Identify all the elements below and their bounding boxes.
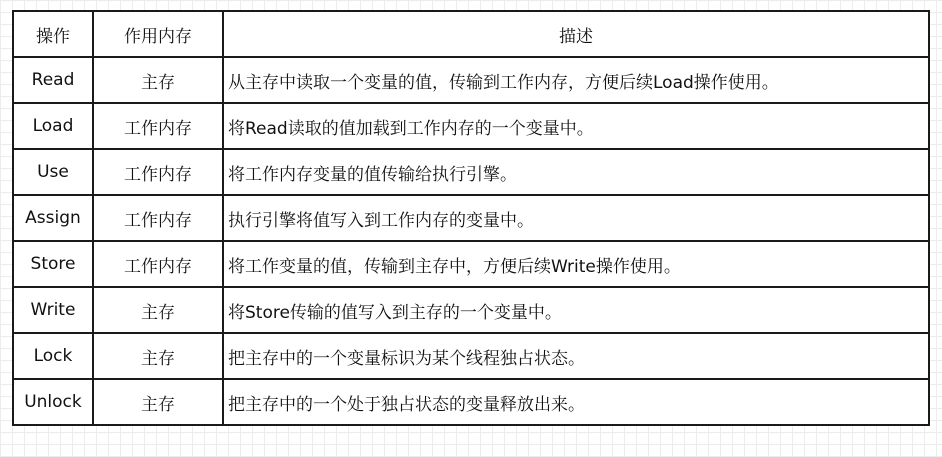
table-row bbox=[13, 57, 929, 103]
operation-cell: Write bbox=[13, 287, 93, 333]
table-row bbox=[13, 241, 929, 287]
description-cell: 把主存中的一个处于独占状态的变量释放出来。 bbox=[223, 379, 929, 425]
table-row bbox=[13, 287, 929, 333]
memory-cell: 主存 bbox=[93, 287, 223, 333]
operation-cell: Load bbox=[13, 103, 93, 149]
header-memory: 作用内存 bbox=[93, 11, 223, 57]
description-cell: 将Store传输的值写入到主存的一个变量中。 bbox=[223, 287, 929, 333]
operation-cell: Read bbox=[13, 57, 93, 103]
description-cell: 将工作变量的值，传输到主存中，方便后续Write操作使用。 bbox=[223, 241, 929, 287]
memory-cell: 主存 bbox=[93, 57, 223, 103]
operation-cell: Lock bbox=[13, 333, 93, 379]
memory-cell: 工作内存 bbox=[93, 195, 223, 241]
operation-cell: Assign bbox=[13, 195, 93, 241]
memory-cell: 工作内存 bbox=[93, 149, 223, 195]
description-cell: 将Read读取的值加载到工作内存的一个变量中。 bbox=[223, 103, 929, 149]
memory-cell: 工作内存 bbox=[93, 103, 223, 149]
description-cell: 从主存中读取一个变量的值，传输到工作内存，方便后续Load操作使用。 bbox=[223, 57, 929, 103]
memory-cell: 工作内存 bbox=[93, 241, 223, 287]
table-row bbox=[13, 103, 929, 149]
table-row bbox=[13, 379, 929, 425]
table-row bbox=[13, 333, 929, 379]
table-header bbox=[13, 11, 929, 57]
table-row bbox=[13, 149, 929, 195]
operation-cell: Unlock bbox=[13, 379, 93, 425]
header-operation: 操作 bbox=[13, 11, 93, 57]
table-body bbox=[13, 57, 929, 425]
header-row bbox=[13, 11, 929, 57]
memory-cell: 主存 bbox=[93, 379, 223, 425]
description-cell: 将工作内存变量的值传输给执行引擎。 bbox=[223, 149, 929, 195]
memory-cell: 主存 bbox=[93, 333, 223, 379]
description-cell: 把主存中的一个变量标识为某个线程独占状态。 bbox=[223, 333, 929, 379]
header-description: 描述 bbox=[223, 11, 929, 57]
operation-cell: Use bbox=[13, 149, 93, 195]
operation-cell: Store bbox=[13, 241, 93, 287]
memory-operations-table bbox=[12, 10, 930, 426]
table-row bbox=[13, 195, 929, 241]
description-cell: 执行引擎将值写入到工作内存的变量中。 bbox=[223, 195, 929, 241]
